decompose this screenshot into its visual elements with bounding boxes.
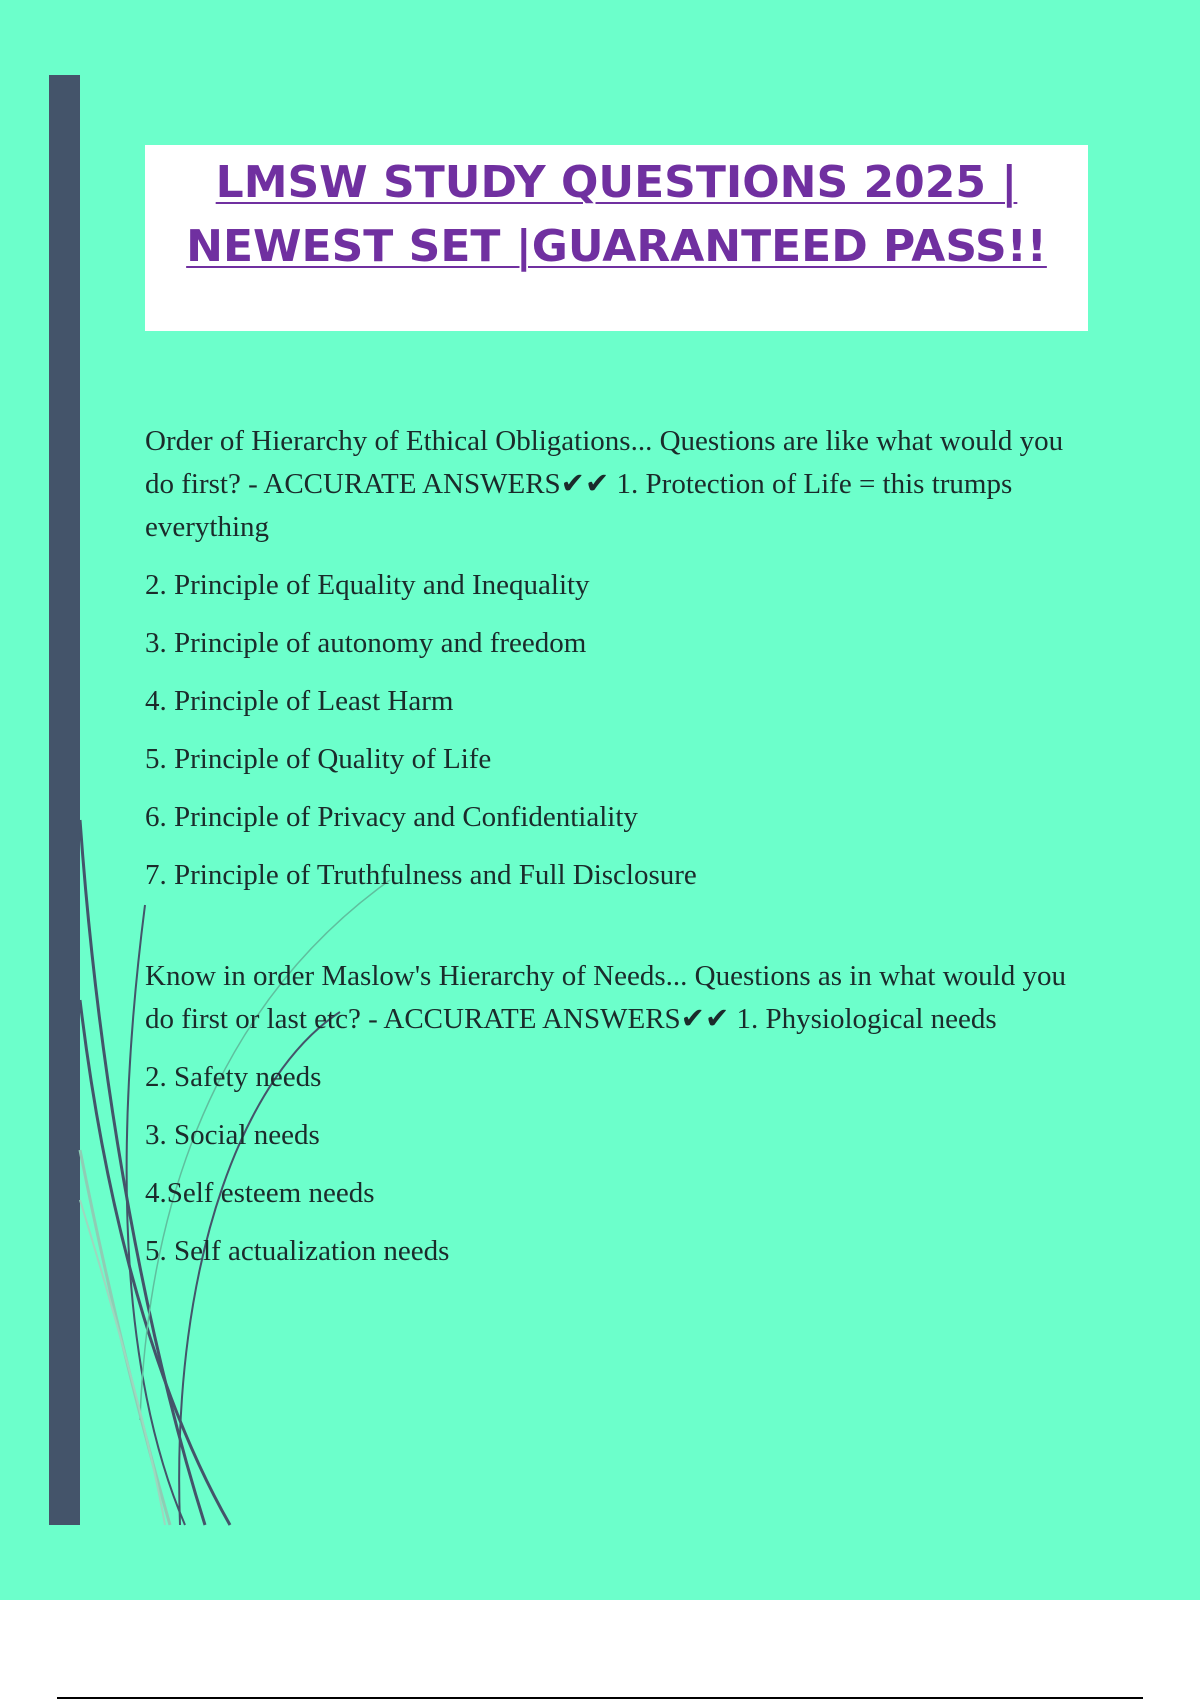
list-item: 5. Self actualization needs [145,1235,450,1267]
list-item: 3. Principle of autonomy and freedom [145,627,587,659]
document-title: LMSW STUDY QUESTIONS 2025 | NEWEST SET |GUARANTEED PASS!! [186,157,1047,272]
list-item: 6. Principle of Privacy and Confidentiality [145,801,638,833]
question-2: Know in order Maslow's Hierarchy of Needs... Questions as in what would you do first or last etc? - ACCURATE ANSWERS✔✔ 1. Physiological needs [145,960,1066,1035]
list-item: 3. Social needs [145,1119,320,1151]
title-box [145,145,1088,331]
list-item: 5. Principle of Quality of Life [145,743,492,775]
question-1: Order of Hierarchy of Ethical Obligations... Questions are like what would you do first? - ACCURATE ANSWERS✔✔ 1. Protection of Life = this trumps everything [145,425,1064,543]
list-item: 2. Principle of Equality and Inequality [145,569,590,601]
footer-divider [57,1697,1143,1699]
list-item: 4. Principle of Least Harm [145,685,454,717]
list-item: 7. Principle of Truthfulness and Full Disclosure [145,859,697,891]
list-item: 4.Self esteem needs [145,1177,375,1209]
decorative-sidebar [49,75,80,1525]
list-item: 2. Safety needs [145,1061,322,1093]
document-content [145,420,1095,1273]
